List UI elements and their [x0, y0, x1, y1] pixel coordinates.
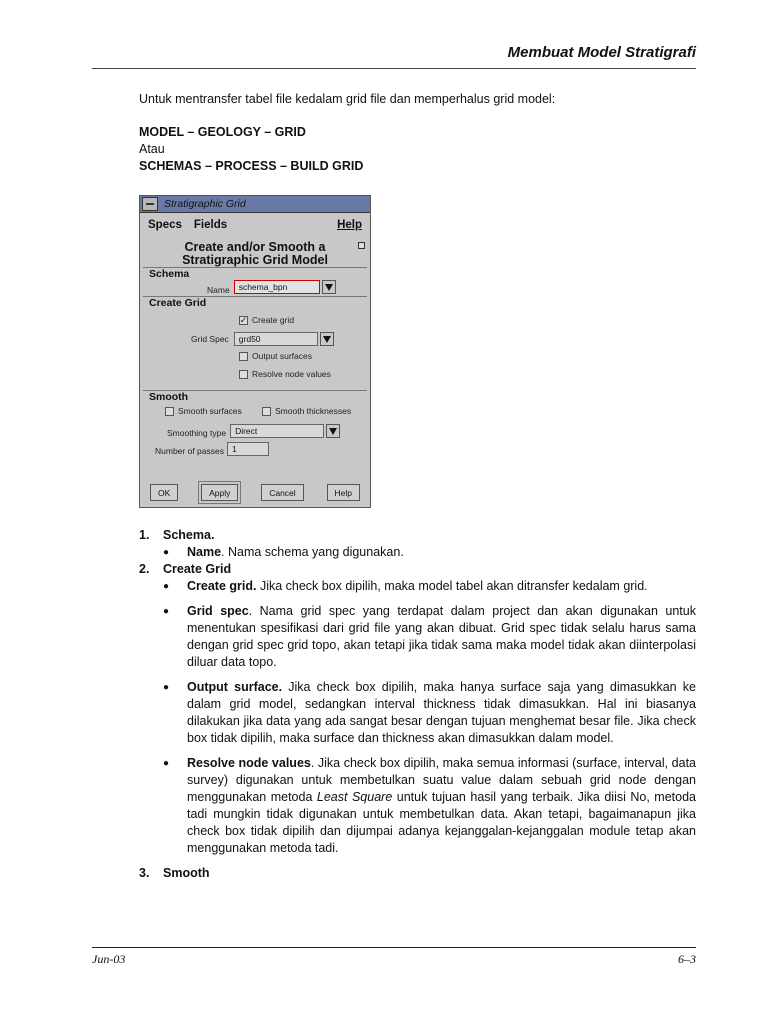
grid-spec-label: Grid Spec [191, 334, 229, 344]
window-menu-icon[interactable] [142, 197, 158, 211]
menu-path-2: SCHEMAS – PROCESS – BUILD GRID [139, 159, 364, 173]
dialog-button-row [140, 484, 370, 501]
smooth-thicknesses-row [262, 406, 351, 416]
footer-rule [92, 947, 696, 948]
footer-date: Jun-03 [92, 952, 126, 966]
number-of-passes-label: Number of passes [155, 446, 224, 456]
menu-help[interactable]: Help [337, 219, 362, 231]
help-button[interactable]: Help [327, 484, 360, 501]
smooth-thicknesses-checkbox[interactable] [262, 407, 271, 416]
smooth-surfaces-row [165, 406, 242, 416]
list-title: Create Grid [163, 562, 232, 576]
schema-name-dropdown-icon[interactable] [322, 280, 336, 294]
resolve-node-values-row [239, 369, 331, 379]
number-of-passes-row [155, 442, 269, 456]
bullet-term: Create grid. [187, 579, 257, 593]
bullet-term: Output surface. [187, 680, 283, 694]
list-item-schema [139, 527, 696, 544]
intro-text: Untuk mentransfer tabel file kedalam grid file dan memperhalus grid model: [139, 92, 556, 106]
schema-name-field[interactable]: schema_bpn [234, 280, 320, 294]
bullet-text-italic: Least Square [316, 790, 393, 804]
dialog-heading-line2: Stratigraphic Grid Model [182, 253, 328, 267]
intro-block [139, 91, 696, 175]
bullet-grid-spec [163, 603, 696, 671]
cancel-button[interactable]: Cancel [261, 484, 303, 501]
create-grid-checkbox[interactable]: ✓ [239, 314, 248, 325]
output-surfaces-label: Output surfaces [252, 351, 313, 361]
bullet-term: Grid spec [187, 604, 249, 618]
grid-spec-dropdown-icon[interactable] [320, 332, 334, 346]
footer-page-number: 6–3 [678, 952, 696, 966]
number-of-passes-field[interactable]: 1 [227, 442, 269, 456]
resolve-node-values-label: Resolve node values [252, 369, 331, 379]
schema-section-title: Schema [149, 268, 190, 280]
smoothing-type-row [167, 424, 340, 438]
menu-or: Atau [139, 142, 165, 156]
output-surfaces-checkbox[interactable] [239, 352, 248, 361]
list-number: 1. [139, 528, 150, 542]
dialog-heading-line1: Create and/or Smooth a [184, 240, 326, 254]
create-grid-section [143, 296, 367, 390]
bullet-text: . Nama grid spec yang terdapat dalam project dan akan digunakan untuk menentukan spesifikasi dari grid file yang akan dibuat. Grid spec tidak selalu harus sama dengan grid spec grid topo, akan tetapi jika tidak sama maka model tidak akan diinterpolasi diluar data topo. [187, 604, 696, 669]
stratigraphic-grid-dialog [139, 195, 371, 508]
create-grid-label: Create grid [252, 315, 295, 325]
bullet-term: Resolve node values [187, 756, 311, 770]
create-grid-row [239, 315, 294, 325]
bullet-text: Jika check box dipilih, maka hanya surface saja yang dimasukkan ke dalam grid model, sedangkan interval thickness tidak dimasukkan. Hal ini biasanya dilakukan jika data yang ada sangat besar dengan tujuan menghemat besar file. Jika check box tidak dipilih, maka surface dan thickness akan dimasukkan dalam model. [187, 680, 696, 745]
bullet-create-grid [163, 578, 696, 595]
smooth-section [143, 390, 367, 461]
grid-spec-field[interactable]: grd50 [234, 332, 318, 346]
apply-button[interactable]: Apply [201, 484, 238, 501]
smoothing-type-dropdown-icon[interactable] [326, 424, 340, 438]
header-rule [92, 68, 696, 69]
bullet-icon: ● [163, 606, 170, 617]
smooth-section-title: Smooth [149, 391, 189, 403]
page-header-title: Membuat Model Stratigrafi [507, 44, 696, 61]
smooth-surfaces-checkbox[interactable] [165, 407, 174, 416]
bullet-icon: ● [163, 581, 170, 592]
schema-section [143, 267, 367, 296]
dialog-heading [140, 241, 370, 267]
list-title: Schema. [163, 528, 215, 542]
smoothing-type-field[interactable]: Direct [230, 424, 324, 438]
ok-button[interactable]: OK [150, 484, 178, 501]
create-grid-section-title: Create Grid [149, 297, 207, 309]
dialog-titlebar [140, 196, 370, 213]
smooth-surfaces-label: Smooth surfaces [178, 406, 242, 416]
resolve-node-values-checkbox[interactable] [239, 370, 248, 379]
schema-name-label: Name [207, 285, 230, 295]
grid-spec-row [191, 332, 334, 346]
list-number: 3. [139, 866, 150, 880]
bullet-term: Name [187, 545, 222, 559]
bullet-text-after: untuk tujuan hasil yang terbaik. Jika diisi No, metoda tadi mungkin tidak digunakan untuk membetulkan data. Akan tetapi, bagaimanapun jika check box tidak dipilih dan dijumpai adanya kejanggalan-kejanggalan module tetap akan menggunakan metoda tadi. [187, 790, 697, 855]
explanation-list [139, 527, 696, 882]
dialog-title: Stratigraphic Grid [164, 198, 246, 210]
bullet-text-before: . Jika check box dipilih, maka semua informasi (surface, interval, data survey) digunakan untuk membetulkan suatu value dalam sebuah grid node dengan menggunakan metoda [187, 756, 696, 804]
menu-path-1: MODEL – GEOLOGY – GRID [139, 125, 306, 139]
scroll-indicator-icon[interactable] [358, 242, 365, 249]
output-surfaces-row [239, 351, 312, 361]
list-number: 2. [139, 562, 150, 576]
smoothing-type-label: Smoothing type [167, 428, 227, 438]
bullet-icon: ● [163, 547, 170, 558]
schema-name-row [207, 279, 336, 295]
menu-fields[interactable]: Fields [193, 219, 228, 231]
smooth-thicknesses-label: Smooth thicknesses [275, 406, 352, 416]
bullet-text: Jika check box dipilih, maka model tabel akan ditransfer kedalam grid. [256, 579, 648, 593]
bullet-name [163, 544, 696, 561]
menu-specs[interactable]: Specs [148, 219, 182, 231]
list-title: Smooth [163, 866, 210, 880]
bullet-output-surface [163, 679, 696, 747]
list-item-smooth [139, 865, 696, 882]
bullet-icon: ● [163, 758, 170, 769]
bullet-text: . Nama schema yang digunakan. [221, 545, 404, 559]
bullet-resolve-node-values [163, 755, 696, 857]
bullet-icon: ● [163, 682, 170, 693]
dialog-menubar [140, 213, 370, 237]
list-item-create-grid [139, 561, 696, 578]
